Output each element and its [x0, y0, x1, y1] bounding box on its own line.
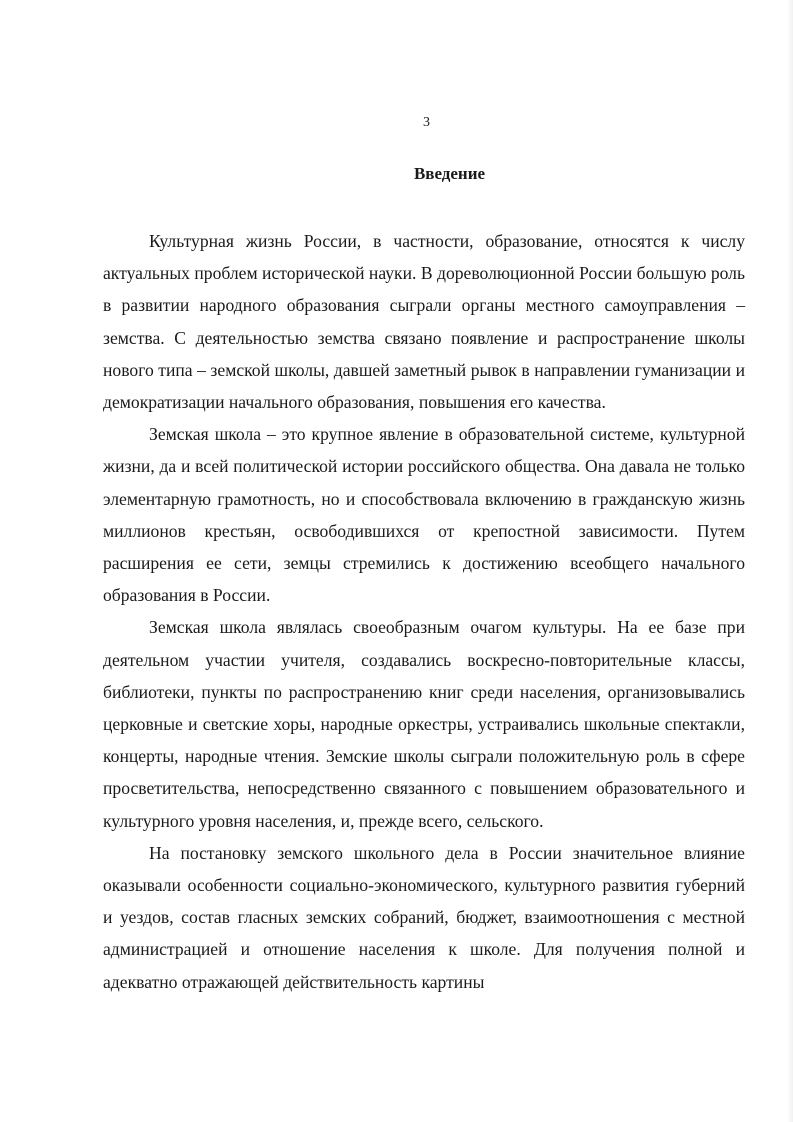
page-number: 3 — [423, 115, 430, 130]
paragraph: Земская школа – это крупное явление в образовательной системе, культурной жизни, да и всей политической истории российского общества. Она давала не только элементарную грамотность, но и способствовала включению в гражданскую жизнь миллионов крестьян, освободившихся от крепостной зависимости. Путем расширения ее сети, земцы стремились к достижению всеобщего начального образования в России. — [103, 424, 745, 606]
paragraph: На постановку земского школьного дела в России значительное влияние оказывали особенности социально-экономического, культурного развития губерний и уездов, состав гласных земских собраний, бюджет, взаимоотношения с местной администрацией и отношение населения к школе. Для получения полной и адекватно отражающей действительность картины — [103, 842, 745, 992]
paragraph: Культурная жизнь России, в частности, образование, относятся к числу актуальных проблем исторической науки. В дореволюционной России большую роль в развитии народного образования сыграли органы местного самоуправления – земства. С деятельностью земства связано появление и распространение школы нового типа – земской школы, давшей заметный рывок в направлении гуманизации и демократизации начального образования, повышения его качества. — [103, 231, 745, 413]
body-text — [103, 225, 745, 998]
scan-edge-shadow — [787, 0, 793, 1122]
paragraph: Земская школа являлась своеобразным очагом культуры. На ее базе при деятельном участии учителя, создавались воскресно-повторительные классы, библиотеки, пункты по распространению книг среди населения, организовывались церковные и светские хоры, народные оркестры, устраивались школьные спектакли, концерты, народные чтения. Земские школы сыграли положительную роль в сфере просветительства, непосредственно связанного с повышением образовательного и культурного уровня населения, и, прежде всего, сельского. — [103, 617, 745, 831]
section-title: Введение — [413, 164, 486, 183]
